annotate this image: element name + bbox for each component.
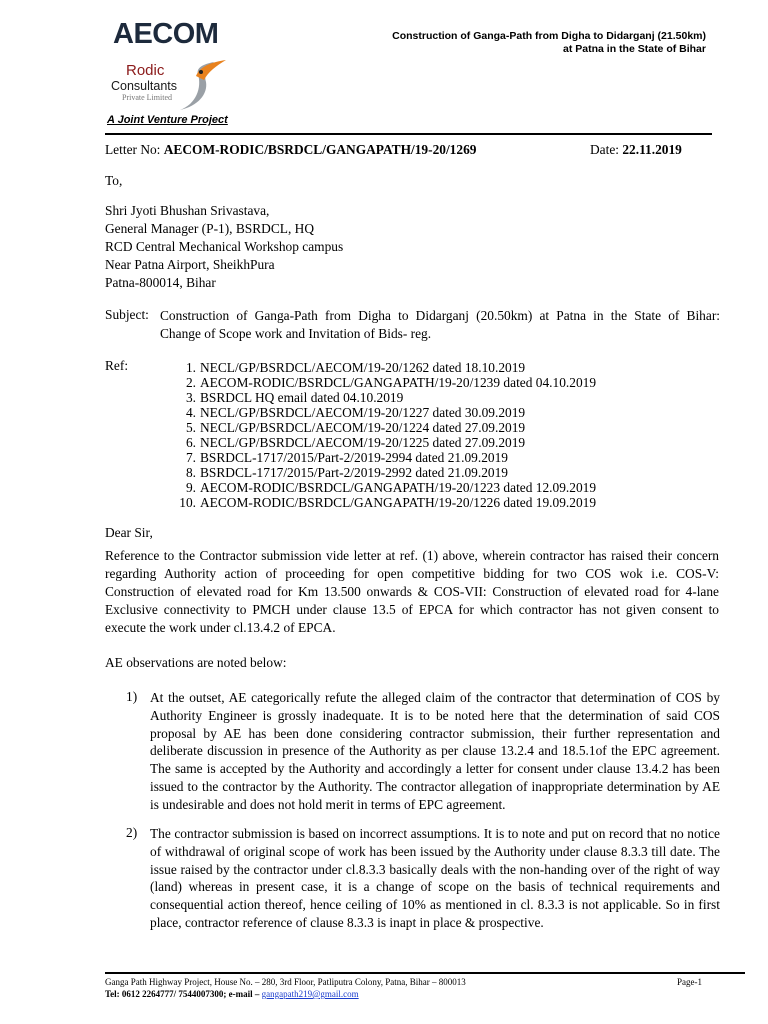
address-line: Patna-800014, Bihar bbox=[105, 275, 216, 290]
rodic-consultants-logo bbox=[108, 60, 228, 112]
footer-divider bbox=[105, 972, 745, 974]
reference-item bbox=[174, 375, 596, 390]
observation-text: The contractor submission is based on incorrect assumptions. It is to note and put on record that no notice of withdrawal of original scope of work has been issued by the Authority under clause 8.3.3 till date. The issue raised by the contractor under cl.8.3.3 basically deals with the non-handing over of the right of way (land) whereas in present case, it is a change of scope on the basis of technical requirements and consequential action thereof, hence ceiling of 10% as mentioned in cl. 8.3.3 is not applicable. So in first place, contractor reference of clause 8.3.3 is inapt in place & prospective. bbox=[150, 826, 720, 930]
ref-number: 4. bbox=[185, 405, 196, 420]
project-title-line2: at Patna in the State of Bihar bbox=[563, 43, 706, 55]
footer-address: Ganga Path Highway Project, House No. – 280, 3rd Floor, Patliputra Colony, Patna, Bihar – 800013 bbox=[105, 977, 466, 987]
footer-phone: Tel: 0612 2264777/ 7544007300; e-mail – bbox=[105, 989, 260, 999]
ref-number: 6. bbox=[185, 435, 196, 450]
letter-no-value: AECOM-RODIC/BSRDCL/GANGAPATH/19-20/1269 bbox=[163, 142, 477, 157]
ref-number: 2. bbox=[185, 375, 196, 390]
ref-text: BSRDCL-1717/2015/Part-2/2019-2994 dated 21.09.2019 bbox=[200, 450, 508, 465]
ref-number: 9. bbox=[185, 480, 196, 495]
reference-item bbox=[174, 480, 596, 495]
ref-text: BSRDCL HQ email dated 04.10.2019 bbox=[200, 390, 404, 405]
letter-number bbox=[105, 142, 476, 158]
subject-label: Subject: bbox=[105, 307, 149, 322]
ref-number: 3. bbox=[185, 390, 196, 405]
reference-item bbox=[174, 405, 596, 420]
subject-text bbox=[160, 307, 720, 343]
date-label: Date: bbox=[590, 142, 619, 157]
address-line: General Manager (P-1), BSRDCL, HQ bbox=[105, 221, 314, 236]
ref-text: AECOM-RODIC/BSRDCL/GANGAPATH/19-20/1223 dated 12.09.2019 bbox=[200, 480, 597, 495]
header-divider bbox=[105, 133, 712, 135]
consultants-logo-text: Consultants bbox=[111, 79, 178, 93]
private-limited-logo-text: Private Limited bbox=[122, 93, 172, 102]
subject-line2: Change of Scope work and Invitation of Bids- reg. bbox=[160, 326, 432, 341]
recipient-address bbox=[105, 202, 343, 292]
address-line: RCD Central Mechanical Workshop campus bbox=[105, 239, 344, 254]
date-value: 22.11.2019 bbox=[622, 142, 682, 157]
observation-text: At the outset, AE categorically refute the alleged claim of the contractor that determination of COS by Authority Engineer is grossly inadequate. It is to be noted here that the determination of said COS proposal by AE has been done considering contractor submission, their further representation and deliberate discussion in presence of the Authority as per clause 13.2.4 and 18.5.1of the EPC agreement. The same is accepted by the Authority and accordingly a letter for consent under clause 13.4.2 has been issued to the contractor by the Authority. The contractor allegation of inappropriate determination by AE is undesirable and does not hold merit in terms of EPC agreement. bbox=[150, 690, 720, 812]
subject-line1: Construction of Ganga-Path from Digha to Didarganj (20.50km) at Patna in the State of Bihar: bbox=[160, 308, 720, 323]
rodic-logo-text: Rodic bbox=[126, 62, 165, 79]
ref-text: NECL/GP/BSRDCL/AECOM/19-20/1225 dated 27.09.2019 bbox=[200, 435, 526, 450]
reference-list bbox=[174, 360, 596, 510]
ref-text: AECOM-RODIC/BSRDCL/GANGAPATH/19-20/1239 dated 04.10.2019 bbox=[200, 375, 597, 390]
project-title bbox=[392, 30, 706, 56]
footer-contact bbox=[105, 989, 359, 999]
project-title-line1: Construction of Ganga-Path from Digha to Didarganj (21.50km) bbox=[392, 30, 706, 42]
ref-text: NECL/GP/BSRDCL/AECOM/19-20/1262 dated 18.10.2019 bbox=[200, 360, 526, 375]
ref-number: 7. bbox=[185, 450, 196, 465]
ref-text: BSRDCL-1717/2015/Part-2/2019-2992 dated 21.09.2019 bbox=[200, 465, 508, 480]
ref-number: 10. bbox=[179, 495, 196, 510]
address-line: Shri Jyoti Bhushan Srivastava, bbox=[105, 203, 270, 218]
letter-date bbox=[590, 142, 682, 158]
reference-item bbox=[174, 420, 596, 435]
ref-label: Ref: bbox=[105, 358, 129, 373]
to-label: To, bbox=[105, 173, 123, 188]
observations-heading: AE observations are noted below: bbox=[105, 655, 287, 670]
reference-item bbox=[174, 495, 596, 510]
ref-number: 5. bbox=[185, 420, 196, 435]
observation-number: 1) bbox=[126, 689, 138, 704]
observation-number: 2) bbox=[126, 825, 138, 840]
address-line: Near Patna Airport, SheikhPura bbox=[105, 257, 275, 272]
reference-item bbox=[174, 360, 596, 375]
intro-paragraph: Reference to the Contractor submission vide letter at ref. (1) above, wherein contractor has raised their concern regarding Authority action of proceeding for open competitive bidding for two COS wok i.e. COS-V: Construction of elevated road for Km 13.500 onwards & COS-VII: Construction of elevated road for 4-lane Exclusive connectivity to PMCH under clause 13.5 of EPCA for which contractor has not given consent to execute the work under cl.13.4.2 of EPCA. bbox=[105, 548, 719, 635]
footer-email-link[interactable]: gangapath219@gmail.com bbox=[261, 989, 359, 999]
ref-number: 8. bbox=[185, 465, 196, 480]
ref-text: NECL/GP/BSRDCL/AECOM/19-20/1224 dated 27.09.2019 bbox=[200, 420, 526, 435]
reference-item bbox=[174, 465, 596, 480]
aecom-logo: AECOM bbox=[113, 18, 219, 50]
letter-no-label: Letter No: bbox=[105, 142, 161, 157]
page-number: Page-1 bbox=[677, 977, 702, 987]
ref-text: AECOM-RODIC/BSRDCL/GANGAPATH/19-20/1226 dated 19.09.2019 bbox=[200, 495, 597, 510]
reference-item bbox=[174, 435, 596, 450]
ref-text: NECL/GP/BSRDCL/AECOM/19-20/1227 dated 30.09.2019 bbox=[200, 405, 526, 420]
reference-item bbox=[174, 390, 596, 405]
salutation: Dear Sir, bbox=[105, 525, 153, 540]
joint-venture-label: A Joint Venture Project bbox=[107, 114, 228, 126]
reference-item bbox=[174, 450, 596, 465]
ref-number: 1. bbox=[185, 360, 196, 375]
